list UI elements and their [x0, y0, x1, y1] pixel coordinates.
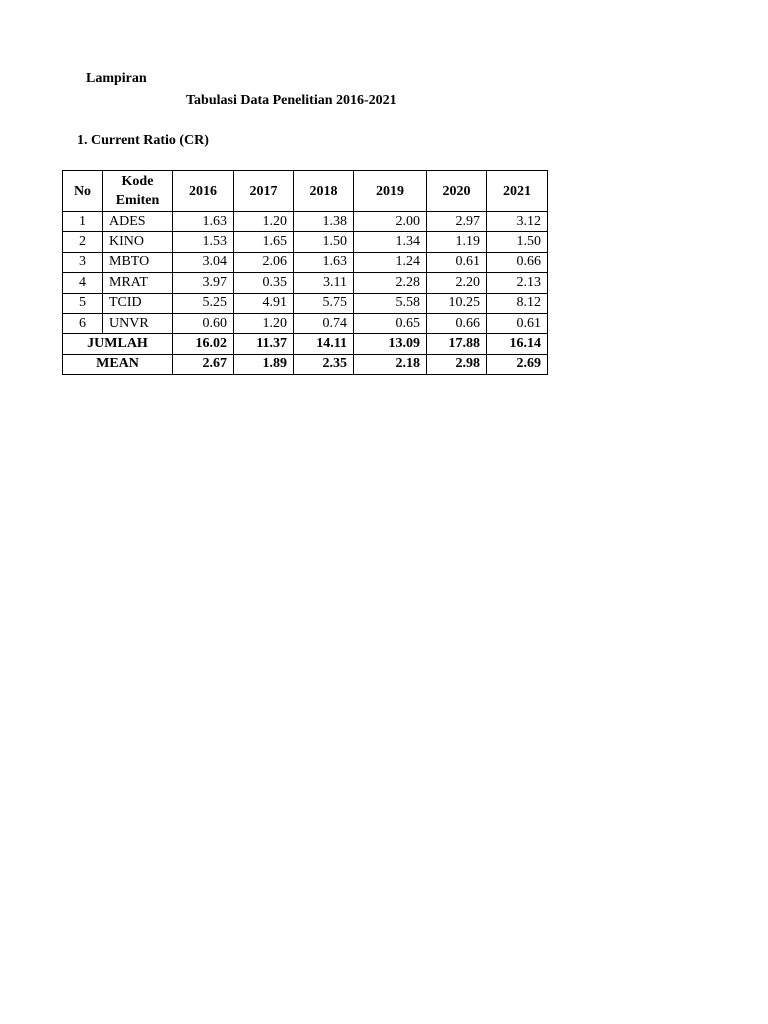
mean-value: 2.35 [294, 354, 354, 374]
row-value: 0.66 [487, 252, 548, 272]
row-value: 1.20 [234, 212, 294, 232]
row-value: 1.20 [234, 313, 294, 333]
row-code: ADES [103, 212, 173, 232]
row-value: 0.35 [234, 273, 294, 293]
row-value: 1.38 [294, 212, 354, 232]
row-value: 1.63 [294, 252, 354, 272]
row-value: 2.06 [234, 252, 294, 272]
header-year: 2019 [354, 171, 427, 212]
row-value: 2.13 [487, 273, 548, 293]
table-row [63, 232, 548, 252]
row-value: 2.28 [354, 273, 427, 293]
row-value: 0.66 [427, 313, 487, 333]
row-value: 3.04 [173, 252, 234, 272]
row-no: 1 [63, 212, 103, 232]
document-title: Tabulasi Data Penelitian 2016-2021 [186, 93, 397, 108]
row-value: 1.50 [294, 232, 354, 252]
header-year: 2020 [427, 171, 487, 212]
row-value: 2.00 [354, 212, 427, 232]
mean-value: 2.67 [173, 354, 234, 374]
row-value: 1.24 [354, 252, 427, 272]
row-value: 1.34 [354, 232, 427, 252]
row-value: 2.20 [427, 273, 487, 293]
row-value: 0.74 [294, 313, 354, 333]
row-value: 2.97 [427, 212, 487, 232]
jumlah-label: JUMLAH [63, 334, 173, 354]
row-no: 3 [63, 252, 103, 272]
header-year: 2016 [173, 171, 234, 212]
row-code: KINO [103, 232, 173, 252]
row-value: 1.50 [487, 232, 548, 252]
mean-label: MEAN [63, 354, 173, 374]
jumlah-value: 14.11 [294, 334, 354, 354]
jumlah-value: 13.09 [354, 334, 427, 354]
row-value: 4.91 [234, 293, 294, 313]
row-value: 0.61 [487, 313, 548, 333]
header-no: No [63, 171, 103, 212]
header-kode-line2: Emiten [115, 193, 160, 208]
row-value: 0.61 [427, 252, 487, 272]
row-no: 6 [63, 313, 103, 333]
row-no: 4 [63, 273, 103, 293]
table-row [63, 273, 548, 293]
section-title: 1. Current Ratio (CR) [77, 133, 209, 148]
header-year: 2017 [234, 171, 294, 212]
header-kode-line1: Kode [121, 174, 154, 189]
jumlah-value: 16.14 [487, 334, 548, 354]
row-value: 5.25 [173, 293, 234, 313]
table-row [63, 293, 548, 313]
jumlah-value: 17.88 [427, 334, 487, 354]
row-value: 3.11 [294, 273, 354, 293]
row-code: TCID [103, 293, 173, 313]
mean-value: 1.89 [234, 354, 294, 374]
header-year: 2021 [487, 171, 548, 212]
row-value: 0.60 [173, 313, 234, 333]
row-no: 5 [63, 293, 103, 313]
row-value: 10.25 [427, 293, 487, 313]
row-code: MBTO [103, 252, 173, 272]
mean-value: 2.98 [427, 354, 487, 374]
row-value: 0.65 [354, 313, 427, 333]
row-value: 1.63 [173, 212, 234, 232]
jumlah-value: 11.37 [234, 334, 294, 354]
jumlah-row [63, 334, 548, 354]
row-value: 3.12 [487, 212, 548, 232]
row-code: UNVR [103, 313, 173, 333]
row-value: 5.58 [354, 293, 427, 313]
row-value: 1.53 [173, 232, 234, 252]
row-value: 1.19 [427, 232, 487, 252]
row-value: 1.65 [234, 232, 294, 252]
header-kode-emiten [103, 171, 173, 212]
row-code: MRAT [103, 273, 173, 293]
mean-value: 2.69 [487, 354, 548, 374]
mean-row [63, 354, 548, 374]
row-value: 3.97 [173, 273, 234, 293]
row-no: 2 [63, 232, 103, 252]
current-ratio-table [62, 170, 548, 375]
row-value: 8.12 [487, 293, 548, 313]
header-year: 2018 [294, 171, 354, 212]
table-row [63, 252, 548, 272]
table-header-row [63, 171, 548, 212]
table-row [63, 212, 548, 232]
row-value: 5.75 [294, 293, 354, 313]
table-row [63, 313, 548, 333]
mean-value: 2.18 [354, 354, 427, 374]
jumlah-value: 16.02 [173, 334, 234, 354]
lampiran-label: Lampiran [86, 71, 147, 86]
